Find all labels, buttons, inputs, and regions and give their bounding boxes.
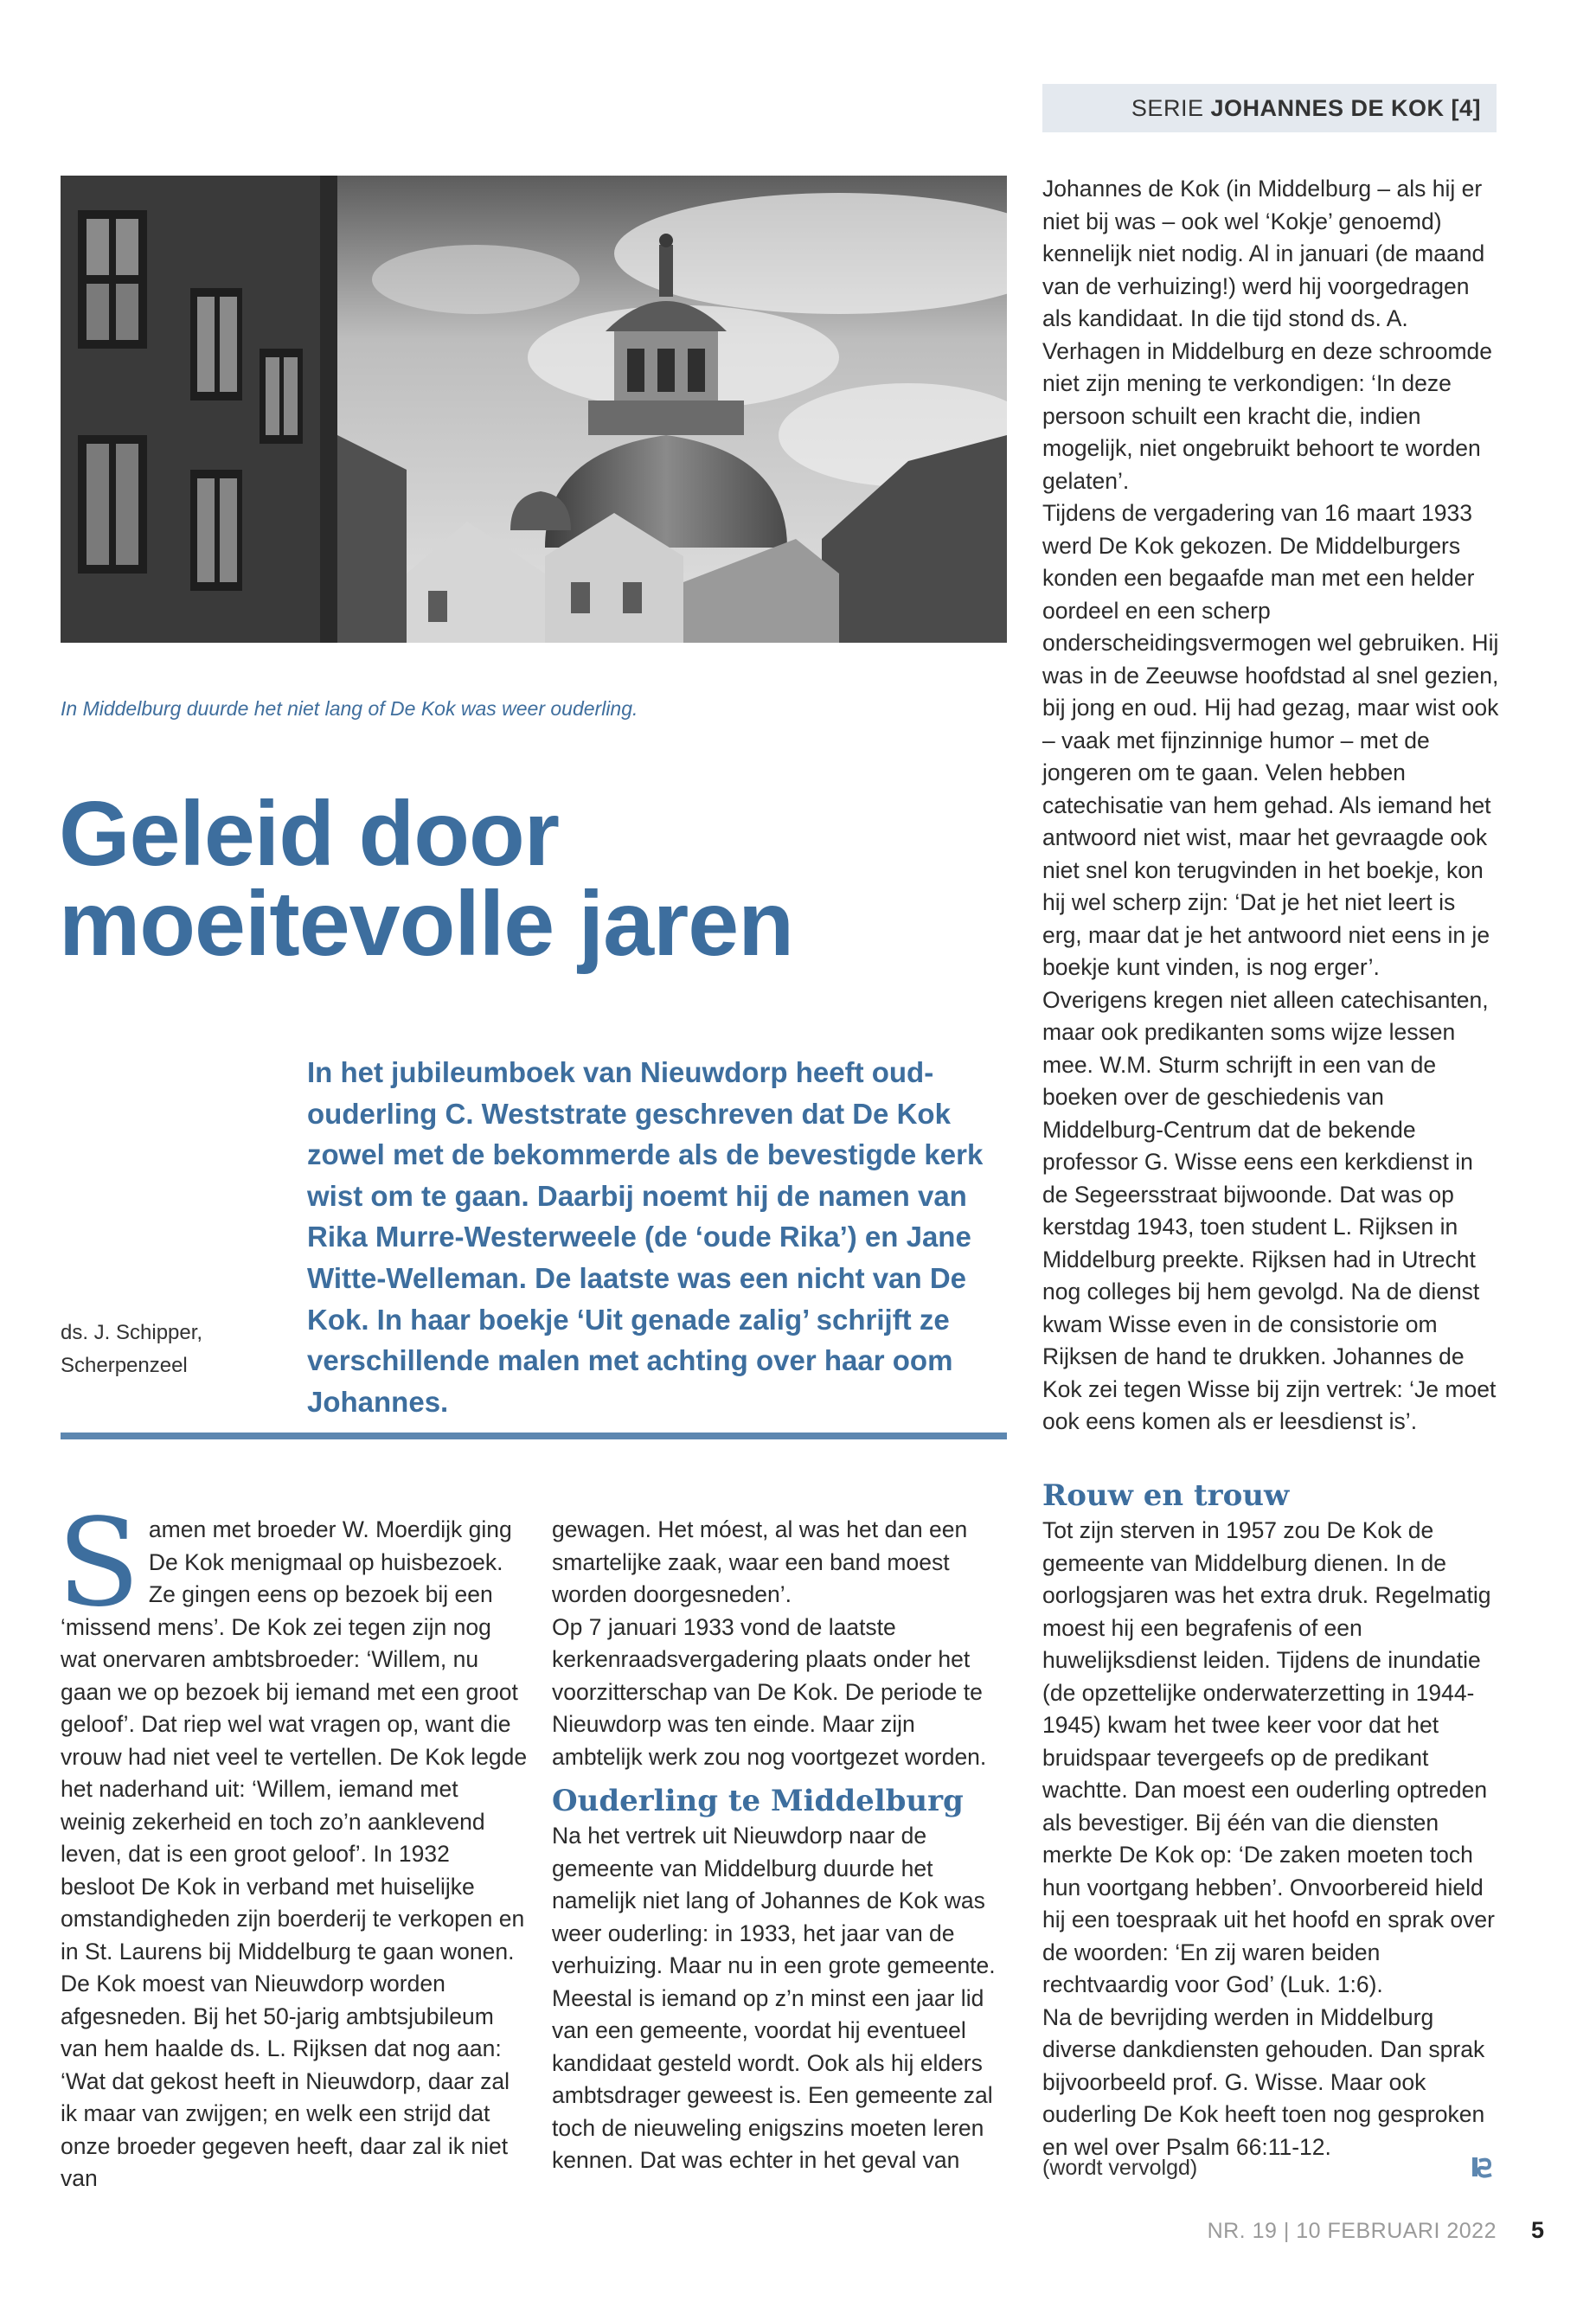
church-dome-photo — [61, 176, 1007, 643]
article-title-line-1: Geleid door — [59, 783, 559, 885]
body-paragraph: Na het vertrek uit Nieuwdorp naar de gemeente van Middelburg duurde het namelijk niet lang of Johannes de Kok was weer ouderling: in 1933, het jaar van de verhuizing. Maar nu in een grote gemeente. Meestal is iemand op z’n minst een jaar lid van een gemeente, voordat hij eventueel kandidaat gesteld wordt. Ook als hij elders ambtsdrager geweest is. Een gemeente zal toch de nieuweling enigszins moeten leren kennen. Dat was echter in het geval van — [552, 1823, 996, 2173]
end-mark-icon — [1471, 2154, 1493, 2180]
author-place: Scherpenzeel — [61, 1354, 188, 1377]
series-label — [1042, 84, 1497, 132]
issue-info: NR. 19 | 10 FEBRUARI 2022 — [1207, 2219, 1497, 2243]
subheading-ouderling: Ouderling te Middelburg — [552, 1784, 964, 1818]
author-name: ds. J. Schipper, — [61, 1321, 203, 1344]
body-paragraph: amen met broeder W. Moerdijk ging De Kok menigmaal op huisbezoek. Ze gingen eens op bezoek bij een ‘missend mens’. De Kok zei tegen zijn nog wat onervaren ambtsbroeder: ‘Willem, nu gaan we op bezoek bij iemand met een groot geloof’. Dat riep wel wat vragen op, want die vrouw had niet veel te vertellen. De Kok legde het naderhand uit: ‘Willem, iemand met weinig zekerheid en toch zo’n aanklevend leven, dat is een groot geloof’. In 1932 besloot De Kok in verband met huiselijke omstandigheden zijn boerderij te verkopen en in St. Laurens bij Middelburg te gaan wonen. De Kok moest van Nieuwdorp worden afgesneden. Bij het 50-jarig ambtsjubileum van hem haalde ds. L. Rijksen dat nog aan: ‘Wat dat gekost heeft in Nieuwdorp, daar zal ik maar van zwijgen; en welk een strijd dat onze broeder gegeven heeft, daar zal ik niet van — [61, 1516, 528, 2191]
body-column-2 — [552, 1514, 1009, 2177]
body-column-3 — [1042, 173, 1501, 1439]
body-paragraph: Overigens kregen niet alleen catechisanten, maar ook predikanten soms wijze lessen mee. W.M. Sturm schrijft in een van de boeken over de geschiedenis van Middelburg-Centrum dat de bekende professor G. Wisse eens een kerkdienst in de Segeersstraat bijwoonde. Dat was op kerstdag 1943, toen student L. Rijksen in Middelburg preekte. Rijksen had in Utrecht nog colleges bij hem gevolgd. Na de dienst kwam Wisse even in de consistorie om Rijksen de hand te drukken. Johannes de Kok zei tegen Wisse bij zijn vertrek: ‘Je moet ook eens komen als er leesdienst is’. — [1042, 986, 1497, 1434]
article-title-line-2: moeitevolle jaren — [59, 873, 794, 975]
subheading-rouw: Rouw en trouw — [1042, 1478, 1290, 1513]
body-paragraph: Op 7 januari 1933 vond de laatste kerkenraadsvergadering plaats onder het voorzitterschap van De Kok. De periode te Nieuwdorp was ten einde. Maar zijn ambtelijk werk zou nog voortgezet worden. — [552, 1613, 987, 1770]
article-title — [59, 783, 1028, 975]
drop-cap: S — [57, 1493, 140, 1634]
author-byline — [61, 1317, 285, 1382]
body-paragraph: Tot zijn sterven in 1957 zou De Kok de gemeente van Middelburg dienen. In de oorlogsjaren was het extra druk. Regelmatig moest hij een begrafenis of een huwelijksdienst leiden. Tijdens de inundatie (de opzettelijke onderwaterzetting in 1944-1945) kwam het twee keer voor dat het bruidspaar tevergeefs op de predikant wachtte. Dan moest een ouderling optreden als bevestiger. Bij één van die diensten merkte De Kok op: ‘De zaken moeten toch hun voortgang hebben’. Onvoorbereid hield hij een toespraak uit het hoofd en sprak over de woorden: ‘En zij waren beiden rechtvaardig voor God’ (Luk. 1:6). — [1042, 1517, 1495, 1997]
continued-note: (wordt vervolgd) — [1042, 2156, 1198, 2180]
lead-paragraph: In het jubileumboek van Nieuwdorp heeft oud-ouderling C. Weststrate geschreven dat De Kok zowel met de bekommerde als de bevestigde kerk wist om te gaan. Daarbij noemt hij de namen van Rika Murre-Westerweele (de ‘oude Rika’) en Jane Witte-Welleman. De laatste was een nicht van De Kok. In haar boekje ‘Uit genade zalig’ schrijft ze verschillende malen met achting over haar oom Johannes. — [307, 1056, 984, 1418]
section-divider — [61, 1433, 1007, 1439]
body-paragraph: gewagen. Het móest, al was het dan een smartelijke zaak, waar een band moest worden doorgesneden’. — [552, 1516, 968, 1607]
body-column-3-lower — [1042, 1477, 1501, 2163]
body-paragraph: Na de bevrijding werden in Middelburg diverse dankdiensten gehouden. Dan sprak bijvoorbeeld prof. G. Wisse. Maar ook ouderling De Kok heeft toen nog gesproken en wel over Psalm 66:11-12. — [1042, 2003, 1485, 2160]
series-prefix: SERIE — [1131, 94, 1204, 121]
series-title: JOHANNES DE KOK [4] — [1210, 94, 1481, 121]
body-paragraph: Johannes de Kok (in Middelburg – als hij er niet bij was – ook wel ‘Kokje’ genoemd) kennelijk niet nodig. Al in januari (de maand van de verhuizing!) werd hij voorgedragen als kandidaat. In die tijd stond ds. A. Verhagen in Middelburg en deze schroomde niet zijn mening te verkondigen: ‘In deze persoon schuilt een kracht die, indien mogelijk, niet ongebruikt behoort te worden gelaten’. — [1042, 176, 1493, 494]
body-column-1 — [57, 1493, 528, 2195]
page-number: 5 — [1531, 2217, 1545, 2243]
photo-caption: In Middelburg duurde het niet lang of De Kok was weer ouderling. — [61, 697, 638, 720]
body-paragraph: Tijdens de vergadering van 16 maart 1933 werd De Kok gekozen. De Middelburgers konden een begaafde man met een helder oordeel en een scherp onderscheidingsvermogen wel gebruiken. Hij was in de Zeeuwse hoofdstad al snel gezien, bij jong en oud. Hij had gezag, maar wist ook – vaak met fijnzinnige humor – met de jongeren om te gaan. Velen hebben catechisatie van hem gehad. Als iemand het antwoord niet wist, maar het gevraagde ook niet snel kon terugvinden in het boekje, kon hij wel scherp zijn: ‘Dat je het niet leert is erg, maar dat je het antwoord niet eens in je boekje kunt vinden, is nog erger’. — [1042, 500, 1499, 980]
